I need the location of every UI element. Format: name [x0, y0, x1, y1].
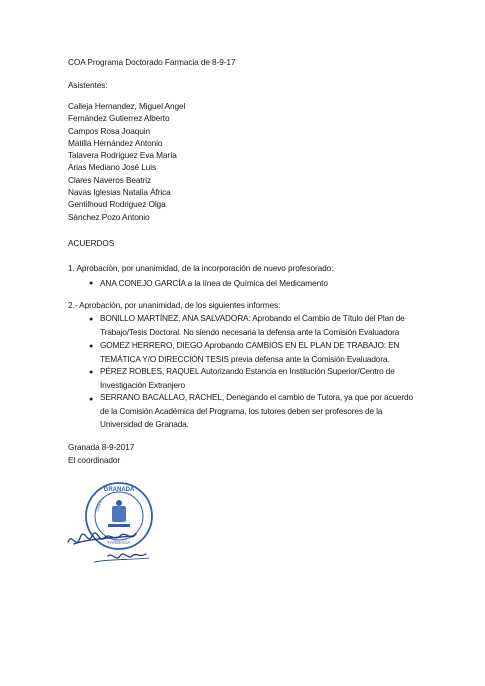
attendee: Fernández Gutierrez Alberto: [68, 113, 170, 124]
agreement-item-1: 1. Aprobación, por unanimidad, de la incorporación de nuevo profesorado:: [68, 263, 334, 273]
bullet-dot: ●: [89, 280, 94, 287]
agreement-1-bullet: ANA CONEJO GARCÍA a la línea de Química del Medicamento: [100, 278, 328, 288]
agreement-2-bullet-3: PÉREZ ROBLES, RAQUEL Autorizando Estancia en Institución Superior/Centro de Investigación Extranjero: [100, 366, 395, 390]
attendees-heading: Asistentes:: [68, 80, 108, 90]
bullet-dot: ●: [89, 396, 94, 403]
attendee: Clares Naveros Beatriz: [68, 174, 152, 185]
bullet-dot: ●: [89, 343, 94, 350]
document-title: COA Programa Doctorado Farmacia de 8-9-17: [68, 57, 236, 67]
attendee: Sánchez Pozo Antonio: [68, 211, 150, 222]
attendee: Matilla Hernández Antonio: [68, 137, 163, 148]
svg-text:GRANADA: GRANADA: [103, 487, 135, 493]
agreements-heading: ACUERDOS: [68, 238, 115, 248]
attendees-list: [68, 100, 185, 223]
bullet-dot: ●: [89, 316, 94, 323]
agreement-2-bullet-2: GOMEZ HERRERO, DIEGO Aprobando CAMBIOS EN EL PLAN DE TRABAJO: EN TEMÁTICA Y/O DIRECCIÓN TESIS previa defensa ante la Comisión Evaluadora.: [100, 340, 400, 364]
svg-text:UNIV: UNIV: [94, 499, 104, 513]
closing-place-date: Granada 8-9-2017: [68, 442, 135, 452]
agreement-item-2: 2.- Aprobación, por unanimidad, de los siguientes informes:: [68, 300, 281, 310]
attendee: Navas Iglesias Natalia África: [68, 187, 171, 198]
attendee: Talavera Rodriguez Eva María: [68, 150, 177, 161]
agreement-2-bullet-4: SERRANO BACALLAO, RACHEL, Denegando el cambio de Tutora, ya que por acuerdo de la Comisión Académica del Programa, los tutores deben ser profesores de la Universidad de Granada.: [100, 392, 413, 430]
closing-role: El coordinador: [68, 455, 121, 465]
attendee: Calleja Hernandez, Miguel Angel: [68, 101, 186, 111]
bullet-dot: ●: [89, 369, 94, 376]
attendee: Campos Rosa Joaquin: [68, 125, 151, 136]
svg-text:FARMACIA: FARMACIA: [107, 540, 131, 545]
attendee: Gentilhoud Rodriguez Olga: [68, 199, 166, 210]
university-seal-signature: [64, 472, 164, 572]
agreement-2-bullet-1: BONILLO MARTÍNEZ, ANA SALVADORA: Aprobando el Cambio de Título del Plan de Trabajo/Tesis Doctoral. No siendo necesaria la defensa ante la Comisión Evaluadora: [100, 313, 405, 337]
attendee: Arias Mediano José Luis: [68, 162, 157, 173]
